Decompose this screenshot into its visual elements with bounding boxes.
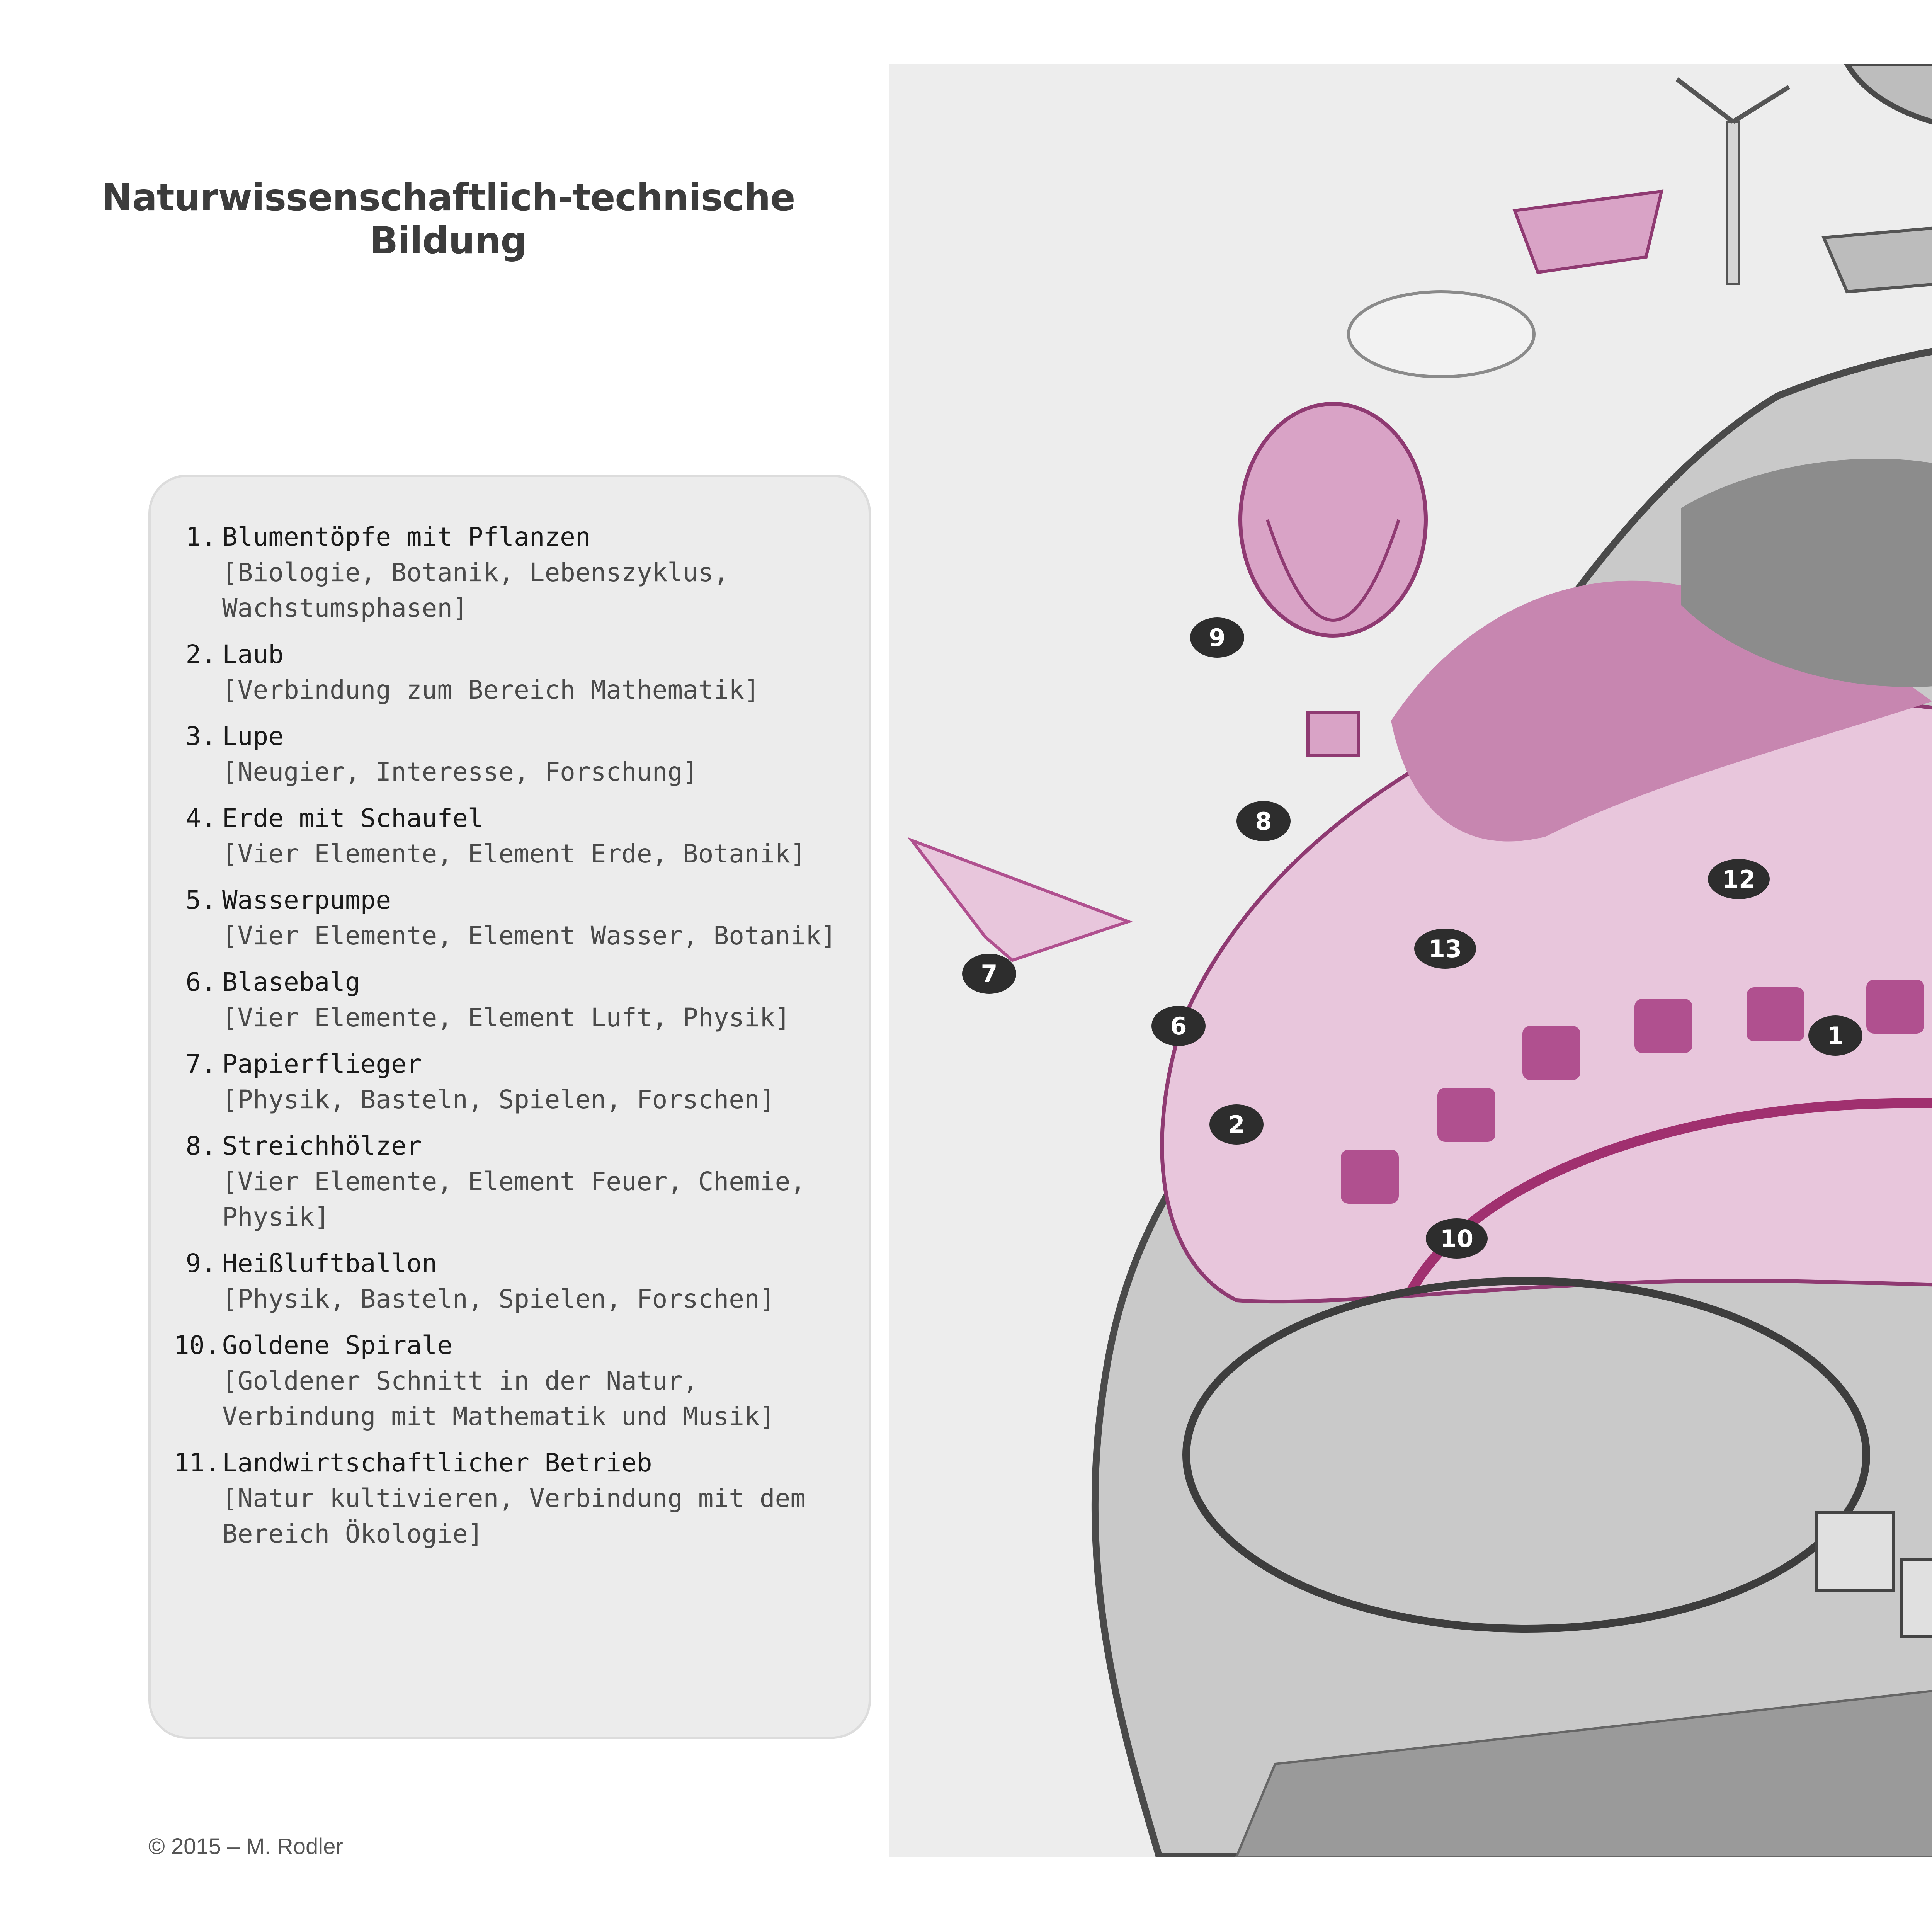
legend-item — [174, 1046, 854, 1118]
illustrated-map — [889, 64, 1932, 1857]
legend-description: [Vier Elemente, Element Wasser, Botanik] — [222, 921, 837, 951]
svg-text:12: 12 — [1722, 865, 1756, 893]
svg-text:2: 2 — [1228, 1111, 1245, 1139]
map-marker[interactable] — [1151, 1006, 1206, 1046]
legend-description: [Vier Elemente, Element Feuer, Chemie, Physik] — [222, 1167, 806, 1232]
legend-item — [174, 1328, 854, 1434]
legend-number: 9. — [185, 1249, 216, 1278]
svg-text:9: 9 — [1209, 624, 1226, 652]
legend-item — [174, 519, 854, 626]
legend-number: 8. — [185, 1131, 216, 1161]
legend-number: 1. — [185, 522, 216, 552]
legend-label: Papierflieger — [222, 1049, 422, 1079]
legend-description: [Physik, Basteln, Spielen, Forschen] — [222, 1085, 775, 1114]
wind-turbine — [1677, 79, 1789, 284]
page-title — [97, 176, 800, 262]
legend-list — [174, 519, 854, 1563]
legend-label: Goldene Spirale — [222, 1330, 453, 1360]
svg-text:13: 13 — [1428, 935, 1462, 963]
dice — [1901, 1559, 1932, 1636]
legend-description: [Biologie, Botanik, Lebenszyklus, Wachstumsphasen] — [222, 558, 729, 623]
cargo-ship-gray — [1824, 222, 1932, 292]
svg-text:10: 10 — [1440, 1225, 1474, 1253]
dice — [1816, 1513, 1893, 1590]
legend-number: 4. — [185, 803, 216, 833]
map-marker[interactable] — [1236, 801, 1291, 841]
legend-item — [174, 964, 854, 1036]
map-marker[interactable] — [1209, 1104, 1264, 1145]
legend-label: Heißluftballon — [222, 1249, 437, 1278]
legend-item — [174, 1246, 854, 1317]
map-marker[interactable] — [962, 954, 1016, 994]
legend-number: 11. — [174, 1448, 220, 1478]
svg-text:6: 6 — [1170, 1012, 1187, 1040]
hot-air-balloon — [1240, 404, 1426, 755]
legend-description: [Vier Elemente, Element Luft, Physik] — [222, 1003, 791, 1032]
legend-item — [174, 719, 854, 790]
legend-number: 7. — [185, 1049, 216, 1079]
map-marker[interactable] — [1808, 1015, 1862, 1056]
legend-label: Landwirtschaftlicher Betrieb — [222, 1448, 652, 1478]
legend-number: 10. — [174, 1330, 220, 1360]
title-line-1: Naturwissenschaftlich-technische — [101, 176, 795, 219]
legend-description: [Verbindung zum Bereich Mathematik] — [222, 675, 760, 705]
legend-panel — [148, 475, 871, 1739]
legend-number: 3. — [185, 721, 216, 751]
legend-label: Blasebalg — [222, 967, 361, 997]
title-line-2: Bildung — [369, 219, 527, 262]
legend-item — [174, 801, 854, 872]
legend-number: 6. — [185, 967, 216, 997]
legend-item — [174, 637, 854, 708]
map-illustration — [889, 64, 1932, 1857]
svg-text:7: 7 — [981, 960, 998, 988]
legend-item — [174, 883, 854, 954]
legend-label: Blumentöpfe mit Pflanzen — [222, 522, 591, 552]
legend-label: Wasserpumpe — [222, 885, 391, 915]
legend-label: Laub — [222, 640, 284, 669]
legend-label: Erde mit Schaufel — [222, 803, 483, 833]
map-marker[interactable] — [1708, 859, 1770, 899]
legend-label: Streichhölzer — [222, 1131, 422, 1161]
svg-text:1: 1 — [1827, 1022, 1844, 1050]
legend-description: [Neugier, Interesse, Forschung] — [222, 757, 698, 787]
legend-description: [Physik, Basteln, Spielen, Forschen] — [222, 1284, 775, 1314]
legend-description: [Goldener Schnitt in der Natur, Verbindung mit Mathematik und Musik] — [222, 1366, 775, 1431]
map-marker[interactable] — [1426, 1218, 1488, 1259]
map-marker[interactable] — [1414, 929, 1476, 969]
paper-airplane — [912, 840, 1128, 960]
legend-number: 5. — [185, 885, 216, 915]
cargo-ship-pink — [1515, 191, 1662, 272]
legend-label: Lupe — [222, 721, 284, 751]
map-marker[interactable] — [1190, 617, 1244, 658]
land-top-island — [1847, 64, 1932, 156]
copyright-notice: © 2015 – M. Rodler — [148, 1834, 343, 1859]
legend-description: [Vier Elemente, Element Erde, Botanik] — [222, 839, 806, 869]
legend-item — [174, 1128, 854, 1235]
rain-cloud — [1349, 292, 1534, 377]
legend-description: [Natur kultivieren, Verbindung mit dem Bereich Ökologie] — [222, 1483, 806, 1549]
svg-text:8: 8 — [1255, 807, 1272, 835]
legend-item — [174, 1445, 854, 1552]
legend-number: 2. — [185, 640, 216, 669]
